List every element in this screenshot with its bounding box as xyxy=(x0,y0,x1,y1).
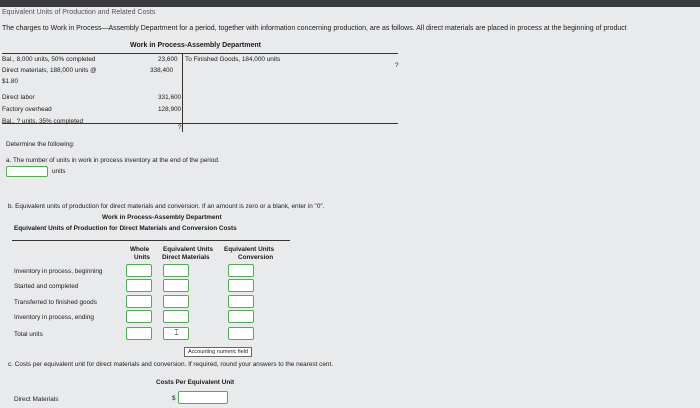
row-label: Started and completed xyxy=(14,283,79,290)
dollar-sign: $ xyxy=(172,395,176,402)
top-bar xyxy=(0,0,700,7)
text-cursor-icon: ⌶ xyxy=(174,328,179,337)
debit-label: Direct labor xyxy=(2,94,35,101)
t-account-divider xyxy=(182,53,183,132)
col-header-conversion: Equivalent Units xyxy=(224,246,275,253)
conversion-eu-input[interactable] xyxy=(228,264,254,277)
conversion-eu-input[interactable] xyxy=(228,295,254,308)
direct-materials-cost-label: Direct Materials xyxy=(14,396,59,403)
direct-materials-eu-input[interactable] xyxy=(163,310,189,323)
debit-amount: 128,900 xyxy=(158,106,182,113)
whole-units-input[interactable] xyxy=(126,310,152,323)
part-a-question: a. The number of units in work in process inventory at the end of the period. xyxy=(6,157,220,164)
debit-amount: 331,600 xyxy=(158,94,182,101)
t-account-title: Work in Process-Assembly Department xyxy=(130,42,261,49)
direct-materials-eu-input[interactable] xyxy=(163,295,189,308)
part-c-instruction: c. Costs per equivalent unit for direct materials and conversion. If required, round your answers to the nearest cent. xyxy=(8,361,334,368)
whole-units-input[interactable] xyxy=(126,327,152,340)
row-label: Total units xyxy=(14,331,43,338)
debit-label: Bal., 8,000 units, 50% completed xyxy=(2,56,96,63)
col-header-dm: Equivalent Units xyxy=(163,246,214,253)
part-b-instruction: b. Equivalent units of production for direct materials and conversion. If an amount is zero or a blank, enter in "0". xyxy=(8,203,325,210)
row-label: Transferred to finished goods xyxy=(14,299,97,306)
part-b-title-1: Work in Process-Assembly Department xyxy=(102,214,222,221)
page-title: Equivalent Units of Production and Related Costs xyxy=(2,9,156,16)
whole-units-input[interactable] xyxy=(126,264,152,277)
credit-amount: ? xyxy=(395,62,399,69)
units-in-process-input[interactable] xyxy=(6,166,48,177)
direct-materials-eu-input[interactable] xyxy=(163,279,189,292)
debit-label: Bal., ? units, 35% completed xyxy=(2,118,83,125)
units-label: units xyxy=(52,168,66,175)
part-c-title: Costs Per Equivalent Unit xyxy=(156,379,235,386)
debit-amount: ? xyxy=(178,124,182,131)
conversion-eu-input[interactable] xyxy=(228,327,254,340)
row-label: Inventory in process, ending xyxy=(14,314,94,321)
intro-text: The charges to Work in Process—Assembly Department for a period, together with information concerning production, are as follows. All direct materials are placed in process at the beginning of product xyxy=(2,25,627,32)
conversion-eu-input[interactable] xyxy=(228,279,254,292)
row-label: Inventory in process, beginning xyxy=(14,268,103,275)
opening-balance-amount: 23,600 xyxy=(158,56,178,63)
debit-label: Factory overhead xyxy=(2,106,52,113)
col-header-whole: Units xyxy=(134,254,150,261)
direct-materials-cost-input[interactable] xyxy=(178,391,228,404)
field-tooltip: Accounting numeric field xyxy=(184,347,252,357)
credit-label: To Finished Goods, 184,000 units xyxy=(185,56,281,63)
direct-materials-eu-input[interactable] xyxy=(163,264,189,277)
debit-label: $1.80 xyxy=(2,78,18,85)
whole-units-input[interactable] xyxy=(126,295,152,308)
col-header-dm: Direct Materials xyxy=(162,254,210,261)
whole-units-input[interactable] xyxy=(126,279,152,292)
col-header-conversion: Conversion xyxy=(238,254,274,261)
part-b-title-2: Equivalent Units of Production for Direct Materials and Conversion Costs xyxy=(14,225,237,232)
col-header-whole: Whole xyxy=(130,246,150,253)
part-b-title-rule xyxy=(12,240,290,241)
conversion-eu-input[interactable] xyxy=(228,310,254,323)
debit-label: Direct materials, 188,000 units @ xyxy=(2,67,97,74)
determine-label: Determine the following: xyxy=(6,141,75,148)
debit-amount: 338,400 xyxy=(150,67,174,74)
t-account-top-line xyxy=(2,53,398,54)
